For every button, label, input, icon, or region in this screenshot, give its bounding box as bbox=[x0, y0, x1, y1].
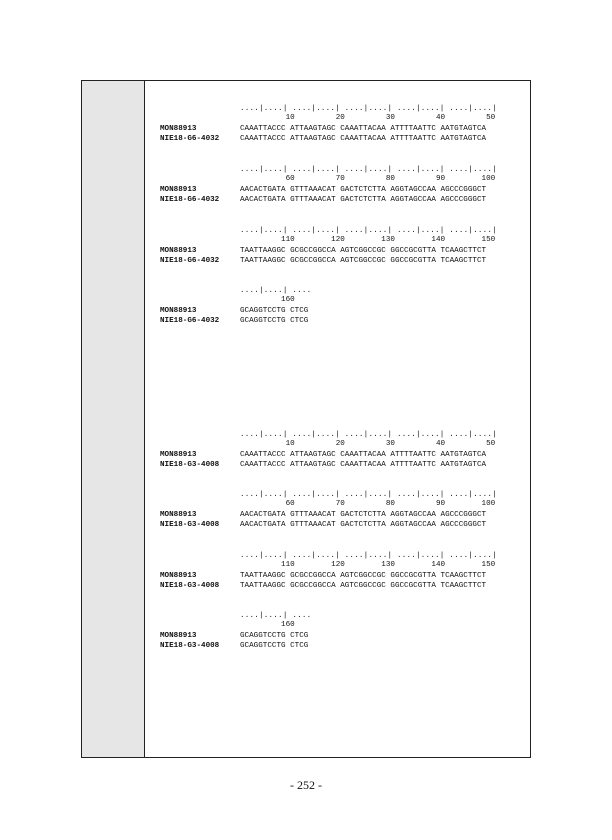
sequence-row bbox=[160, 572, 486, 581]
sequence-name: NIE18-G6-4032 bbox=[160, 257, 220, 265]
sequence-name: MON88913 bbox=[160, 572, 197, 580]
ruler-numbers: 60 70 80 90 100 bbox=[240, 500, 496, 508]
sequence-text: TAATTAAGGC GCGCCGGCCA AGTCGGCCGC GGCCGCGTTA TCAAGCTTCT bbox=[240, 572, 487, 580]
sequence-text: TAATTAAGGC GCGCCGGCCA AGTCGGCCGC GGCCGCGTTA TCAAGCTTCT bbox=[240, 247, 487, 255]
sequence-row bbox=[160, 307, 308, 316]
sequence-row bbox=[160, 247, 486, 256]
sequence-name: MON88913 bbox=[160, 511, 197, 519]
sequence-row bbox=[160, 125, 486, 134]
sequence-name: MON88913 bbox=[160, 125, 197, 133]
ruler-ticks: ....|....| ....|....| ....|....| ....|....| ....|....| bbox=[240, 491, 497, 499]
sequence-text: TAATTAAGGC GCGCCGGCCA AGTCGGCCGC GGCCGCGTTA TCAAGCTTCT bbox=[240, 582, 487, 590]
sequence-text: AACACTGATA GTTTAAACAT GACTCTCTTA AGGTAGCCAA AGCCCGGGCT bbox=[240, 186, 487, 194]
sequence-text: GCAGGTCCTG CTCG bbox=[240, 632, 309, 640]
sequence-name: MON88913 bbox=[160, 632, 197, 640]
sequence-row bbox=[160, 451, 486, 460]
alignment-frame bbox=[81, 80, 531, 758]
sequence-row bbox=[160, 511, 486, 520]
ruler-numbers: 160 bbox=[240, 296, 295, 304]
ruler-numbers: 10 20 30 40 50 bbox=[240, 440, 496, 448]
ruler-ticks: ....|....| ....|....| ....|....| ....|....| ....|....| bbox=[240, 552, 497, 560]
sequence-text: AACACTGATA GTTTAAACAT GACTCTCTTA AGGTAGCCAA AGCCCGGGCT bbox=[240, 196, 487, 204]
page-number: - 252 - bbox=[290, 778, 322, 792]
sequence-row bbox=[160, 257, 486, 266]
sequence-row bbox=[160, 317, 308, 326]
ruler-ticks: ....|....| ....|....| ....|....| ....|....| ....|....| bbox=[240, 166, 497, 174]
sequence-text: CAAATTACCC ATTAAGTAGC CAAATTACAA ATTTTAATTC AATGTAGTCA bbox=[240, 451, 487, 459]
ruler-numbers: 60 70 80 90 100 bbox=[240, 175, 496, 183]
sequence-text: GCAGGTCCTG CTCG bbox=[240, 317, 309, 325]
sequence-name: NIE18-G3-4008 bbox=[160, 582, 220, 590]
sequence-row bbox=[160, 186, 486, 195]
sequence-row bbox=[160, 196, 486, 205]
sequence-name: NIE18-G3-4008 bbox=[160, 461, 220, 469]
sequence-name: MON88913 bbox=[160, 307, 197, 315]
ruler-numbers: 110 120 130 140 150 bbox=[240, 236, 496, 244]
sequence-row bbox=[160, 582, 486, 591]
sequence-text: GCAGGTCCTG CTCG bbox=[240, 642, 309, 650]
left-margin-column bbox=[82, 81, 145, 757]
sequence-row bbox=[160, 521, 486, 530]
sequence-text: CAAATTACCC ATTAAGTAGC CAAATTACAA ATTTTAATTC AATGTAGTCA bbox=[240, 461, 487, 469]
sequence-text: TAATTAAGGC GCGCCGGCCA AGTCGGCCGC GGCCGCGTTA TCAAGCTTCT bbox=[240, 257, 487, 265]
sequence-row bbox=[160, 642, 308, 651]
sequence-row bbox=[160, 135, 486, 144]
sequence-name: MON88913 bbox=[160, 451, 197, 459]
sequence-text: CAAATTACCC ATTAAGTAGC CAAATTACAA ATTTTAATTC AATGTAGTCA bbox=[240, 125, 487, 133]
sequence-row bbox=[160, 461, 486, 470]
sequence-text: GCAGGTCCTG CTCG bbox=[240, 307, 309, 315]
sequence-row bbox=[160, 632, 308, 641]
sequence-name: NIE18-G6-4032 bbox=[160, 135, 220, 143]
sequence-name: NIE18-G6-4032 bbox=[160, 196, 220, 204]
sequence-text: AACACTGATA GTTTAAACAT GACTCTCTTA AGGTAGCCAA AGCCCGGGCT bbox=[240, 521, 487, 529]
ruler-ticks: ....|....| ....|....| ....|....| ....|....| ....|....| bbox=[240, 105, 497, 113]
sequence-name: MON88913 bbox=[160, 247, 197, 255]
ruler-numbers: 160 bbox=[240, 621, 295, 629]
ruler-ticks: ....|....| .... bbox=[240, 612, 312, 620]
sequence-name: NIE18-G3-4008 bbox=[160, 521, 220, 529]
sequence-name: MON88913 bbox=[160, 186, 197, 194]
sequence-text: CAAATTACCC ATTAAGTAGC CAAATTACAA ATTTTAATTC AATGTAGTCA bbox=[240, 135, 487, 143]
ruler-ticks: ....|....| .... bbox=[240, 287, 312, 295]
ruler-ticks: ....|....| ....|....| ....|....| ....|....| ....|....| bbox=[240, 431, 497, 439]
ruler-numbers: 110 120 130 140 150 bbox=[240, 561, 496, 569]
sequence-text: AACACTGATA GTTTAAACAT GACTCTCTTA AGGTAGCCAA AGCCCGGGCT bbox=[240, 511, 487, 519]
ruler-ticks: ....|....| ....|....| ....|....| ....|....| ....|....| bbox=[240, 227, 497, 235]
sequence-name: NIE18-G3-4008 bbox=[160, 642, 220, 650]
sequence-name: NIE18-G6-4032 bbox=[160, 317, 220, 325]
ruler-numbers: 10 20 30 40 50 bbox=[240, 114, 496, 122]
